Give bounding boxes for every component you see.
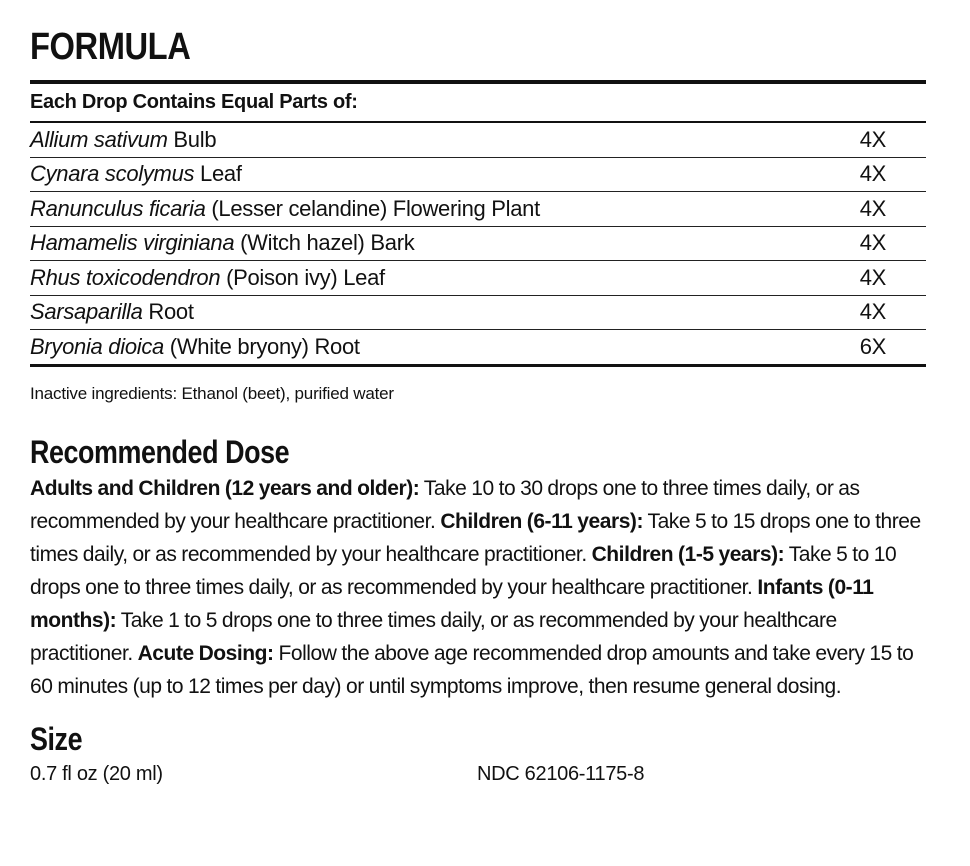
formula-table-header-row [30, 82, 926, 122]
ingredient-potency: 4X [806, 261, 926, 296]
ingredient-potency: 4X [806, 122, 926, 157]
ingredient-potency: 4X [806, 226, 926, 261]
ingredient-name [30, 192, 806, 227]
dose-infants-label: Infants (0-11 months): [30, 575, 874, 632]
ingredient-potency: 6X [859, 333, 886, 359]
ingredient-latin-name: Hamamelis virginiana [30, 230, 235, 256]
ingredient-row [30, 122, 926, 157]
ingredient-latin-name: Cynara scolymus [30, 161, 195, 187]
ingredient-description: Root [142, 299, 194, 325]
ingredient-description: Bulb [167, 126, 217, 152]
ingredient-latin-name: Allium sativum [30, 126, 168, 152]
dose-children-1-5-label: Children (1-5 years): [591, 542, 785, 566]
size-volume: 0.7 fl oz (20 ml) [30, 762, 163, 785]
ingredient-description: (Witch hazel) Bark [234, 230, 415, 256]
dose-acute-label: Acute Dosing: [137, 641, 274, 665]
ingredient-row [30, 330, 926, 366]
ingredient-description: Leaf [194, 161, 242, 187]
ingredient-row [30, 192, 926, 227]
ingredient-potency: 4X [806, 295, 926, 330]
ingredient-description: (Lesser celandine) Flowering Plant [205, 195, 540, 221]
ingredient-potency: 4X [806, 192, 926, 227]
ingredient-name [30, 157, 806, 192]
ingredient-latin-name: Bryonia dioica [30, 333, 164, 359]
size-row [30, 759, 926, 789]
dose-instructions [30, 472, 930, 703]
ingredient-row [30, 261, 926, 296]
ingredient-description: (White bryony) Root [164, 333, 360, 359]
size-heading: Size [30, 720, 83, 757]
ingredient-name [30, 261, 806, 296]
ingredient-latin-name: Sarsaparilla [30, 299, 143, 325]
ingredient-latin-name: Ranunculus ficaria [30, 195, 206, 221]
ingredient-description: (Poison ivy) Leaf [220, 264, 385, 290]
dose-adults-text: Take 10 to 30 drops one to three times daily, or as recommended by your healthcare practitioner. [30, 476, 860, 533]
ingredient-name [30, 295, 806, 330]
dose-infants-text: Take 1 to 5 drops one to three times daily, or as recommended by your healthcare practitioner. [30, 608, 837, 665]
dose-children-6-11-text: Take 5 to 15 drops one to three times daily, or as recommended by your healthcare practitioner. [30, 509, 921, 566]
ingredient-row [30, 157, 926, 192]
ingredient-name [30, 122, 806, 157]
formula-heading: FORMULA [30, 26, 191, 68]
ingredient-row [30, 295, 926, 330]
dose-children-6-11-label: Children (6-11 years): [440, 509, 644, 533]
formula-table [30, 80, 926, 367]
dose-heading: Recommended Dose [30, 433, 290, 470]
formula-table-header: Each Drop Contains Equal Parts of: [30, 82, 926, 122]
ndc-number: NDC 62106-1175-8 [477, 762, 645, 785]
dose-acute-text: Follow the above age recommended drop amounts and take every 15 to 60 minutes (up to 12 times per day) or until symptoms improve, then resume general dosing. [30, 641, 914, 698]
ingredient-name [30, 330, 806, 366]
ingredient-potency: 4X [806, 157, 926, 192]
ingredient-latin-name: Rhus toxicodendron [30, 264, 221, 290]
dose-children-1-5-text: Take 5 to 10 drops one to three times daily, or as recommended by your healthcare practitioner. [30, 542, 897, 599]
inactive-ingredients: Inactive ingredients: Ethanol (beet), purified water [30, 383, 394, 403]
ingredient-name [30, 226, 806, 261]
ingredient-row [30, 226, 926, 261]
dose-adults-label: Adults and Children (12 years and older): [30, 476, 420, 500]
